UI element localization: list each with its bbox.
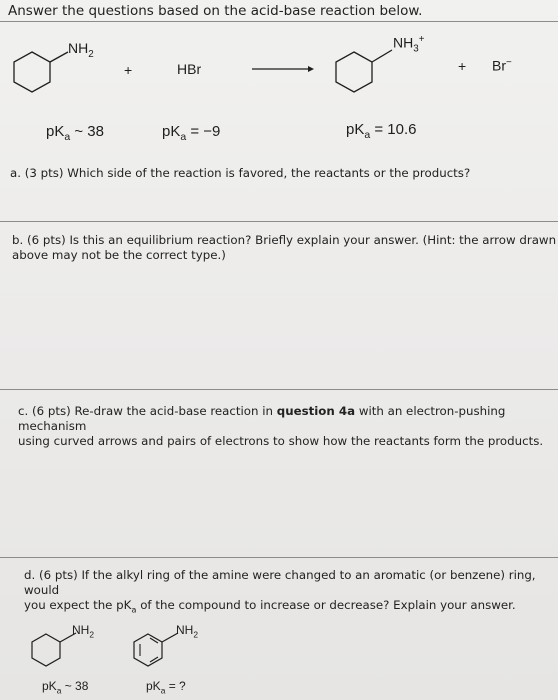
hbr-label: HBr — [177, 61, 202, 77]
hbr-pka: $pK_a = -9$ — [162, 123, 221, 143]
question-c — [18, 404, 558, 449]
question-d-line2: you expect the $pK_a$ of the compound to increase or decrease? Explain your answer. — [24, 598, 516, 615]
product-ammonium-label: $NH_3^+$ — [393, 34, 425, 55]
divider-b-c — [0, 389, 558, 390]
divider-c-d — [0, 557, 558, 558]
question-d — [24, 568, 558, 617]
question-c-line1: c. (6 pts) Re-draw the acid-base reaction in question 4a with an electron-pushing mechanism — [18, 404, 506, 433]
header-divider — [0, 21, 558, 22]
question-b — [12, 233, 556, 263]
amine-pka: $pK_a$ ~ 38 — [46, 123, 104, 143]
ammonium-pka: $pK_a = 10.6$ — [346, 121, 417, 141]
small-amine-label-1: $NH_2$ — [72, 623, 95, 640]
plus-sign-2: + — [458, 58, 467, 74]
divider-a-b — [0, 221, 558, 222]
small-amine-pka: $pK_a$ ~ 38 — [42, 679, 89, 696]
plus-sign-1: + — [124, 62, 133, 78]
instructions-header: Answer the questions based on the acid-base reaction below. — [8, 3, 423, 19]
reactant-amine-label: $NH_2$ — [68, 40, 94, 60]
question-b-line1: b. (6 pts) Is this an equilibrium reaction? Briefly explain your answer. (Hint: the arrow drawn — [12, 233, 557, 247]
question-a: a. (3 pts) Which side of the reaction is favored, the reactants or the products? — [10, 166, 471, 180]
bromide-label: Br− — [492, 57, 512, 74]
question-b-line2: above may not be the correct type.) — [12, 248, 226, 262]
question-c-line2: using curved arrows and pairs of electrons to show how the reactants form the products. — [18, 434, 544, 448]
reaction-arrow — [252, 62, 314, 76]
small-amine-label-2: $NH_2$ — [176, 623, 199, 640]
question-d-line1: d. (6 pts) If the alkyl ring of the amine were changed to an aromatic (or benzene) ring, would — [24, 568, 536, 597]
aniline-pka: $pK_a$ = ? — [146, 679, 186, 696]
question-reference: question 4a — [276, 404, 356, 418]
